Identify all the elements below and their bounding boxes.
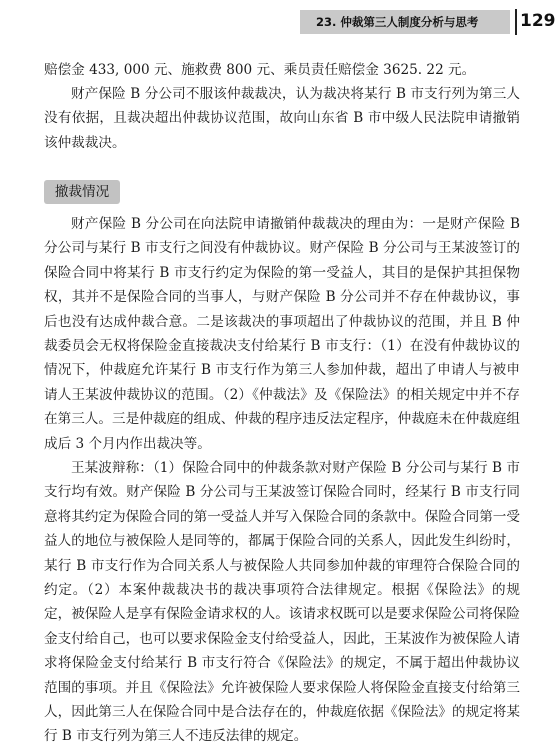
paragraph: 财产保险 B 分公司不服该仲裁裁决，认为裁决将某行 B 市支行列为第三人没有依据，且裁决超出仲裁协议范围，故向山东省 B 市中级人民法院申请撤销该仲裁裁决。 bbox=[44, 86, 520, 151]
section-heading: 撤裁情况 bbox=[44, 180, 120, 204]
running-header bbox=[0, 0, 558, 42]
chapter-title: 23. 仲裁第三人制度分析与思考 bbox=[316, 15, 479, 29]
header-divider bbox=[515, 9, 517, 35]
page-number: 129 bbox=[520, 11, 556, 31]
paragraph: 财产保险 B 分公司在向法院申请撤销仲裁裁决的理由为：一是财产保险 B 分公司与某行 B 市支行之间没有仲裁协议。财产保险 B 分公司与王某波签订的保险合同中将某行 B 市支行约定为保险的第一受益人，其目的是保护其担保物权，其并不是保险合同的当事人，与财产保险 B 分公司并不存在仲裁协议，事后也没有达成仲裁合意。二是该裁决的事项超出了仲裁协议的范围，并且 B 仲裁委员会无权将保险金直接裁决支付给某行 B 市支行：（1）在没有仲裁协议的情况下，仲裁庭允许某行 B 市支行作为第三人参加仲裁，超出了申请人与被申请人王某波仲裁协议的范围。（2）《仲裁法》及《保险法》的相关规定中并不存在第三人。三是仲裁庭的组成、仲裁的程序违反法定程序，仲裁庭未在仲裁庭组成后 3 个月内作出裁决等。 bbox=[44, 216, 520, 452]
paragraph-continued: 赔偿金 433, 000 元、施救费 800 元、乘员责任赔偿金 3625. 22 元。 bbox=[44, 62, 476, 78]
paragraph: 王某波辩称：（1）保险合同中的仲裁条款对财产保险 B 分公司与某行 B 市支行均有效。财产保险 B 分公司与王某波签订保险合同时，经某行 B 市支行同意将其约定为保险合同的第一受益人并写入保险合同的条款中。保险合同第一受益人的地位与被保险人是同等的，都属于保险合同的关系人，因此发生纠纷时，某行 B 市支行作为合同关系人与被保险人共同参加仲裁的审理符合保险合同的约定。（2）本案仲裁裁决书的裁决事项符合法律规定。根据《保险法》的规定，被保险人是享有保险金请求权的人。该请求权既可以是要求保险公司将保险金支付给自己，也可以要求保险金支付给受益人，因此，王某波作为被保险人请求将保险金支付给某行 B 市支行符合《保险法》的规定，不属于超出仲裁协议范围的事项。并且《保险法》允许被保险人要求保险人将保险金直接支付给第三人，因此第三人在保险合同中是合法存在的，仲裁庭依据《保险法》的规定将某行 B 市支行列为第三人不违反法律的规定。 bbox=[44, 460, 520, 745]
